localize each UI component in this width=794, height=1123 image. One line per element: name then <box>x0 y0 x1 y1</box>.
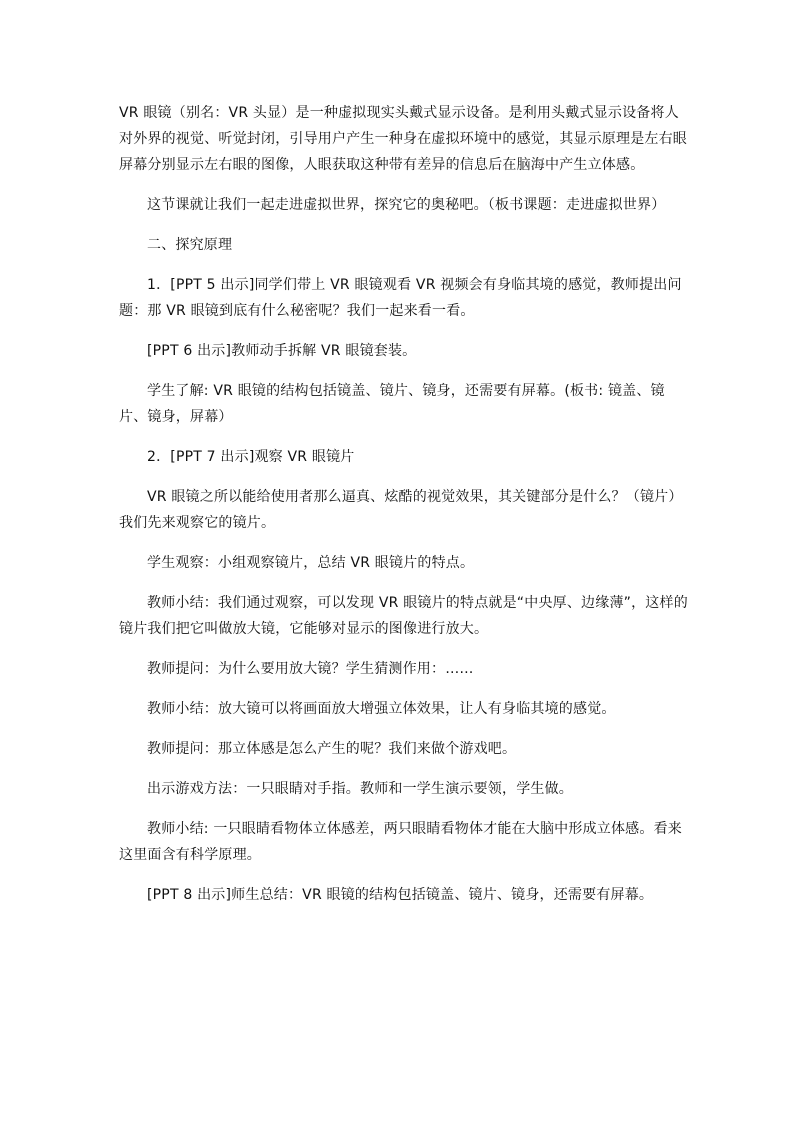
paragraph-teacher-question-magnifier: 教师提问：为什么要用放大镜？学生猜测作用：…… <box>147 661 474 677</box>
document-page <box>119 100 689 908</box>
paragraph-teacher-summary-lens: 教师小结：我们通过观察，可以发现 VR 眼镜片的特点就是“中央厚、边缘薄”，这样的镜片我们把它叫做放大镜，它能够对显示的图像进行放大。 <box>119 595 688 637</box>
paragraph-ppt6-disassemble: [PPT 6 出示]教师动手拆解 VR 眼镜套装。 <box>147 343 417 359</box>
section-heading-explore-principle: 二、探究原理 <box>147 237 233 253</box>
paragraph-teacher-summary-eyes: 教师小结: 一只眼睛看物体立体感差，两只眼睛看物体才能在大脑中形成立体感。看来这里面含有科学原理。 <box>119 821 682 863</box>
paragraph-vr-intro: VR 眼镜（别名：VR 头显）是一种虚拟现实头戴式显示设备。是利用头戴式显示设备将人对外界的视觉、听觉封闭，引导用户产生一种身在虚拟环境中的感觉，其显示原理是左右眼屏幕分别显示左右眼的图像，人眼获取这种带有差异的信息后在脑海中产生立体感。 <box>119 105 687 173</box>
paragraph-teacher-summary-magnifier: 教师小结：放大镜可以将画面放大增强立体效果，让人有身临其境的感觉。 <box>147 701 616 717</box>
paragraph-key-part-lens: VR 眼镜之所以能给使用者那么逼真、炫酷的视觉效果，其关键部分是什么？（镜片）我们先来观察它的镜片。 <box>119 489 683 531</box>
paragraph-students-observe: 学生观察：小组观察镜片，总结 VR 眼镜片的特点。 <box>147 555 475 571</box>
paragraph-ppt8-summary: [PPT 8 出示]师生总结：VR 眼镜的结构包括镜盖、镜片、镜身，还需要有屏幕。 <box>147 887 654 903</box>
paragraph-teacher-question-3d: 教师提问：那立体感是怎么产生的呢？我们来做个游戏吧。 <box>147 741 517 757</box>
paragraph-game-method: 出示游戏方法：一只眼睛对手指。教师和一学生演示要领，学生做。 <box>147 781 573 797</box>
paragraph-lesson-topic: 这节课就让我们一起走进虚拟世界，探究它的奥秘吧。（板书课题：走进虚拟世界） <box>147 197 666 213</box>
paragraph-step-2-ppt7: 2．[PPT 7 出示]观察 VR 眼镜片 <box>147 449 355 465</box>
paragraph-step-1-ppt5: 1．[PPT 5 出示]同学们带上 VR 眼镜观看 VR 视频会有身临其境的感觉，教师提出问题：那 VR 眼镜到底有什么秘密呢？我们一起来看一看。 <box>119 277 682 319</box>
paragraph-students-learn-structure: 学生了解: VR 眼镜的结构包括镜盖、镜片、镜身，还需要有屏幕。(板书: 镜盖、镜片、镜身，屏幕） <box>119 383 665 425</box>
